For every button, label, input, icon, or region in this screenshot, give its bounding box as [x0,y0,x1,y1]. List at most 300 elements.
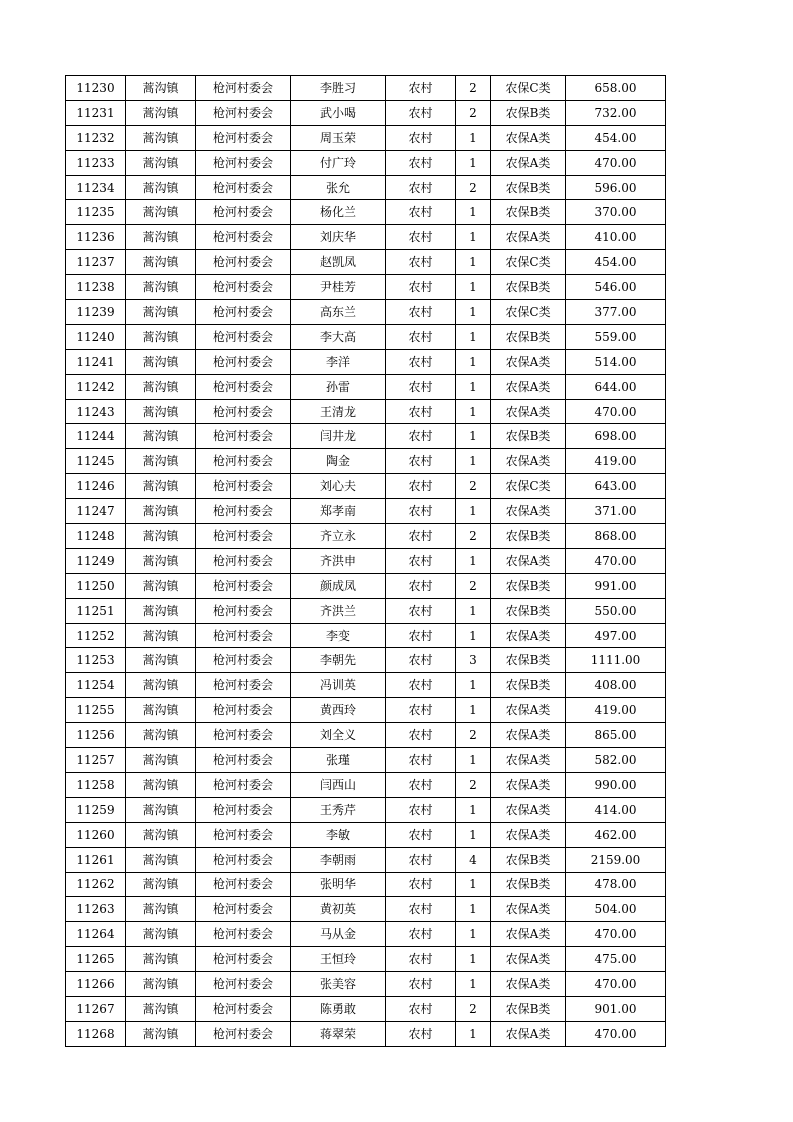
table-row [66,797,666,822]
cell-id: 11237 [66,250,126,275]
cell-village: 枪河村委会 [196,922,291,947]
cell-town: 蒿沟镇 [126,275,196,300]
cell-town: 蒿沟镇 [126,996,196,1021]
cell-insurance: 农保A类 [491,499,566,524]
cell-count: 1 [456,673,491,698]
cell-count: 1 [456,922,491,947]
cell-village: 枪河村委会 [196,748,291,773]
cell-insurance: 农保B类 [491,872,566,897]
cell-town: 蒿沟镇 [126,972,196,997]
cell-village: 枪河村委会 [196,872,291,897]
cell-amount: 698.00 [566,424,666,449]
cell-residence: 农村 [386,797,456,822]
cell-insurance: 农保A类 [491,449,566,474]
table-row [66,922,666,947]
cell-town: 蒿沟镇 [126,524,196,549]
table-row [66,300,666,325]
cell-id: 11255 [66,698,126,723]
cell-town: 蒿沟镇 [126,648,196,673]
cell-name: 刘庆华 [291,225,386,250]
cell-residence: 农村 [386,922,456,947]
cell-village: 枪河村委会 [196,797,291,822]
cell-insurance: 农保B类 [491,648,566,673]
cell-insurance: 农保C类 [491,76,566,101]
cell-town: 蒿沟镇 [126,349,196,374]
table-body [66,76,666,1047]
cell-town: 蒿沟镇 [126,847,196,872]
table-row [66,996,666,1021]
table-row [66,374,666,399]
cell-id: 11261 [66,847,126,872]
cell-amount: 370.00 [566,200,666,225]
cell-amount: 475.00 [566,947,666,972]
table-row [66,847,666,872]
cell-id: 11234 [66,175,126,200]
cell-count: 1 [456,698,491,723]
cell-id: 11236 [66,225,126,250]
cell-name: 王秀芹 [291,797,386,822]
cell-insurance: 农保B类 [491,598,566,623]
cell-amount: 470.00 [566,1021,666,1046]
cell-village: 枪河村委会 [196,996,291,1021]
cell-residence: 农村 [386,748,456,773]
cell-residence: 农村 [386,623,456,648]
cell-village: 枪河村委会 [196,275,291,300]
cell-count: 2 [456,524,491,549]
cell-id: 11230 [66,76,126,101]
cell-residence: 农村 [386,598,456,623]
table-row [66,250,666,275]
cell-name: 付广玲 [291,150,386,175]
table-row [66,897,666,922]
cell-amount: 462.00 [566,822,666,847]
cell-insurance: 农保A类 [491,374,566,399]
table-row [66,598,666,623]
cell-insurance: 农保A类 [491,723,566,748]
cell-town: 蒿沟镇 [126,374,196,399]
table-row [66,748,666,773]
cell-residence: 农村 [386,449,456,474]
table-row [66,548,666,573]
cell-town: 蒿沟镇 [126,573,196,598]
cell-insurance: 农保B类 [491,573,566,598]
cell-name: 高东兰 [291,300,386,325]
cell-count: 1 [456,424,491,449]
cell-count: 1 [456,374,491,399]
cell-name: 黄西玲 [291,698,386,723]
cell-village: 枪河村委会 [196,772,291,797]
cell-residence: 农村 [386,847,456,872]
cell-residence: 农村 [386,897,456,922]
cell-village: 枪河村委会 [196,349,291,374]
cell-amount: 658.00 [566,76,666,101]
cell-town: 蒿沟镇 [126,424,196,449]
cell-amount: 414.00 [566,797,666,822]
cell-amount: 371.00 [566,499,666,524]
cell-town: 蒿沟镇 [126,623,196,648]
cell-name: 陶金 [291,449,386,474]
cell-village: 枪河村委会 [196,300,291,325]
table-row [66,623,666,648]
cell-name: 李变 [291,623,386,648]
cell-name: 冯训英 [291,673,386,698]
cell-count: 1 [456,797,491,822]
cell-count: 1 [456,872,491,897]
cell-village: 枪河村委会 [196,150,291,175]
benefits-table [65,75,666,1047]
cell-village: 枪河村委会 [196,822,291,847]
table-row [66,175,666,200]
cell-town: 蒿沟镇 [126,100,196,125]
cell-insurance: 农保A类 [491,1021,566,1046]
cell-insurance: 农保A类 [491,897,566,922]
cell-amount: 470.00 [566,150,666,175]
table-row [66,723,666,748]
cell-town: 蒿沟镇 [126,598,196,623]
cell-amount: 559.00 [566,324,666,349]
cell-name: 武小喝 [291,100,386,125]
cell-residence: 农村 [386,175,456,200]
cell-town: 蒿沟镇 [126,225,196,250]
cell-town: 蒿沟镇 [126,499,196,524]
cell-amount: 550.00 [566,598,666,623]
cell-residence: 农村 [386,772,456,797]
cell-amount: 419.00 [566,449,666,474]
cell-id: 11256 [66,723,126,748]
cell-town: 蒿沟镇 [126,474,196,499]
cell-residence: 农村 [386,573,456,598]
cell-residence: 农村 [386,76,456,101]
cell-insurance: 农保C类 [491,250,566,275]
table-row [66,698,666,723]
table-row [66,150,666,175]
cell-village: 枪河村委会 [196,175,291,200]
cell-count: 1 [456,275,491,300]
cell-insurance: 农保C类 [491,474,566,499]
cell-insurance: 农保B类 [491,996,566,1021]
cell-residence: 农村 [386,499,456,524]
table-row [66,125,666,150]
cell-count: 4 [456,847,491,872]
cell-insurance: 农保A类 [491,349,566,374]
cell-insurance: 农保B类 [491,200,566,225]
cell-insurance: 农保A类 [491,225,566,250]
cell-name: 李洋 [291,349,386,374]
cell-village: 枪河村委会 [196,548,291,573]
table-row [66,499,666,524]
cell-amount: 478.00 [566,872,666,897]
cell-village: 枪河村委会 [196,250,291,275]
cell-town: 蒿沟镇 [126,822,196,847]
cell-count: 2 [456,772,491,797]
cell-residence: 农村 [386,399,456,424]
cell-name: 李朝先 [291,648,386,673]
cell-residence: 农村 [386,349,456,374]
cell-village: 枪河村委会 [196,573,291,598]
cell-count: 1 [456,548,491,573]
cell-village: 枪河村委会 [196,449,291,474]
cell-amount: 454.00 [566,250,666,275]
cell-residence: 农村 [386,150,456,175]
cell-town: 蒿沟镇 [126,399,196,424]
cell-village: 枪河村委会 [196,324,291,349]
table-row [66,1021,666,1046]
cell-id: 11247 [66,499,126,524]
cell-insurance: 农保A类 [491,548,566,573]
cell-count: 1 [456,300,491,325]
cell-name: 马从金 [291,922,386,947]
cell-town: 蒿沟镇 [126,772,196,797]
cell-name: 黄初英 [291,897,386,922]
cell-village: 枪河村委会 [196,399,291,424]
cell-amount: 470.00 [566,548,666,573]
cell-name: 李胜习 [291,76,386,101]
cell-village: 枪河村委会 [196,723,291,748]
cell-count: 2 [456,76,491,101]
cell-id: 11252 [66,623,126,648]
cell-amount: 546.00 [566,275,666,300]
table-row [66,872,666,897]
cell-name: 刘心夫 [291,474,386,499]
cell-insurance: 农保C类 [491,300,566,325]
cell-amount: 644.00 [566,374,666,399]
cell-residence: 农村 [386,723,456,748]
cell-count: 1 [456,748,491,773]
cell-residence: 农村 [386,648,456,673]
cell-insurance: 农保A类 [491,972,566,997]
table-row [66,100,666,125]
cell-name: 赵凯凤 [291,250,386,275]
cell-count: 1 [456,947,491,972]
cell-name: 刘全义 [291,723,386,748]
table-row [66,76,666,101]
cell-insurance: 农保A类 [491,822,566,847]
table-row [66,947,666,972]
cell-residence: 农村 [386,125,456,150]
cell-count: 1 [456,200,491,225]
cell-id: 11246 [66,474,126,499]
cell-insurance: 农保A类 [491,623,566,648]
cell-id: 11257 [66,748,126,773]
cell-id: 11260 [66,822,126,847]
cell-residence: 农村 [386,225,456,250]
cell-village: 枪河村委会 [196,623,291,648]
cell-name: 闫西山 [291,772,386,797]
cell-id: 11268 [66,1021,126,1046]
cell-village: 枪河村委会 [196,648,291,673]
cell-id: 11231 [66,100,126,125]
cell-town: 蒿沟镇 [126,150,196,175]
cell-amount: 408.00 [566,673,666,698]
cell-town: 蒿沟镇 [126,125,196,150]
cell-town: 蒿沟镇 [126,76,196,101]
cell-count: 2 [456,996,491,1021]
cell-id: 11244 [66,424,126,449]
cell-count: 1 [456,598,491,623]
table-row [66,225,666,250]
cell-amount: 410.00 [566,225,666,250]
cell-town: 蒿沟镇 [126,673,196,698]
cell-town: 蒿沟镇 [126,947,196,972]
cell-amount: 1111.00 [566,648,666,673]
cell-name: 张瑾 [291,748,386,773]
cell-amount: 991.00 [566,573,666,598]
cell-insurance: 农保A类 [491,772,566,797]
cell-village: 枪河村委会 [196,76,291,101]
cell-town: 蒿沟镇 [126,449,196,474]
cell-town: 蒿沟镇 [126,548,196,573]
cell-residence: 农村 [386,300,456,325]
cell-name: 蒋翠荣 [291,1021,386,1046]
cell-town: 蒿沟镇 [126,200,196,225]
cell-amount: 497.00 [566,623,666,648]
table-row [66,399,666,424]
cell-count: 1 [456,150,491,175]
cell-id: 11239 [66,300,126,325]
table-row [66,972,666,997]
cell-name: 张明华 [291,872,386,897]
cell-town: 蒿沟镇 [126,300,196,325]
table-row [66,822,666,847]
cell-id: 11263 [66,897,126,922]
cell-insurance: 农保B类 [491,275,566,300]
cell-town: 蒿沟镇 [126,748,196,773]
cell-name: 张允 [291,175,386,200]
table-row [66,424,666,449]
cell-insurance: 农保B类 [491,175,566,200]
cell-name: 颜成凤 [291,573,386,598]
cell-town: 蒿沟镇 [126,698,196,723]
cell-village: 枪河村委会 [196,947,291,972]
cell-name: 李朝雨 [291,847,386,872]
table-row [66,573,666,598]
cell-amount: 865.00 [566,723,666,748]
cell-name: 王清龙 [291,399,386,424]
cell-amount: 901.00 [566,996,666,1021]
table-row [66,349,666,374]
cell-name: 李敏 [291,822,386,847]
cell-name: 尹桂芳 [291,275,386,300]
table-row [66,474,666,499]
cell-village: 枪河村委会 [196,698,291,723]
cell-name: 郑孝南 [291,499,386,524]
cell-count: 2 [456,573,491,598]
cell-town: 蒿沟镇 [126,250,196,275]
cell-residence: 农村 [386,548,456,573]
cell-amount: 504.00 [566,897,666,922]
cell-village: 枪河村委会 [196,374,291,399]
cell-village: 枪河村委会 [196,424,291,449]
cell-count: 1 [456,225,491,250]
table-row [66,524,666,549]
cell-id: 11262 [66,872,126,897]
cell-village: 枪河村委会 [196,972,291,997]
table-row [66,648,666,673]
cell-residence: 农村 [386,100,456,125]
cell-count: 2 [456,175,491,200]
cell-residence: 农村 [386,424,456,449]
cell-amount: 2159.00 [566,847,666,872]
cell-village: 枪河村委会 [196,1021,291,1046]
cell-town: 蒿沟镇 [126,175,196,200]
cell-insurance: 农保A类 [491,922,566,947]
cell-id: 11241 [66,349,126,374]
cell-village: 枪河村委会 [196,499,291,524]
cell-id: 11258 [66,772,126,797]
cell-village: 枪河村委会 [196,125,291,150]
cell-insurance: 农保A类 [491,947,566,972]
cell-id: 11254 [66,673,126,698]
cell-amount: 990.00 [566,772,666,797]
cell-id: 11243 [66,399,126,424]
cell-amount: 377.00 [566,300,666,325]
cell-name: 李大高 [291,324,386,349]
cell-count: 1 [456,349,491,374]
cell-count: 1 [456,324,491,349]
cell-insurance: 农保B类 [491,524,566,549]
cell-residence: 农村 [386,698,456,723]
cell-id: 11259 [66,797,126,822]
table-row [66,772,666,797]
table-row [66,673,666,698]
cell-name: 孙雷 [291,374,386,399]
cell-town: 蒿沟镇 [126,922,196,947]
cell-town: 蒿沟镇 [126,797,196,822]
cell-residence: 农村 [386,872,456,897]
cell-insurance: 农保A类 [491,797,566,822]
cell-count: 1 [456,972,491,997]
cell-id: 11266 [66,972,126,997]
cell-count: 3 [456,648,491,673]
cell-village: 枪河村委会 [196,897,291,922]
cell-name: 闫井龙 [291,424,386,449]
cell-id: 11265 [66,947,126,972]
cell-id: 11248 [66,524,126,549]
cell-id: 11240 [66,324,126,349]
cell-amount: 596.00 [566,175,666,200]
cell-id: 11232 [66,125,126,150]
cell-insurance: 农保A类 [491,698,566,723]
cell-village: 枪河村委会 [196,200,291,225]
cell-residence: 农村 [386,947,456,972]
table-row [66,200,666,225]
cell-name: 齐洪兰 [291,598,386,623]
cell-amount: 514.00 [566,349,666,374]
cell-insurance: 农保B类 [491,847,566,872]
cell-name: 齐洪申 [291,548,386,573]
cell-village: 枪河村委会 [196,598,291,623]
cell-amount: 470.00 [566,972,666,997]
cell-count: 1 [456,897,491,922]
table-row [66,324,666,349]
cell-amount: 643.00 [566,474,666,499]
cell-town: 蒿沟镇 [126,1021,196,1046]
table-row [66,449,666,474]
cell-count: 2 [456,474,491,499]
cell-village: 枪河村委会 [196,225,291,250]
cell-count: 1 [456,1021,491,1046]
cell-residence: 农村 [386,673,456,698]
cell-count: 1 [456,125,491,150]
cell-village: 枪河村委会 [196,474,291,499]
cell-residence: 农村 [386,996,456,1021]
cell-name: 周玉荣 [291,125,386,150]
cell-insurance: 农保A类 [491,399,566,424]
cell-count: 1 [456,250,491,275]
cell-amount: 470.00 [566,399,666,424]
cell-name: 张美容 [291,972,386,997]
cell-count: 1 [456,449,491,474]
